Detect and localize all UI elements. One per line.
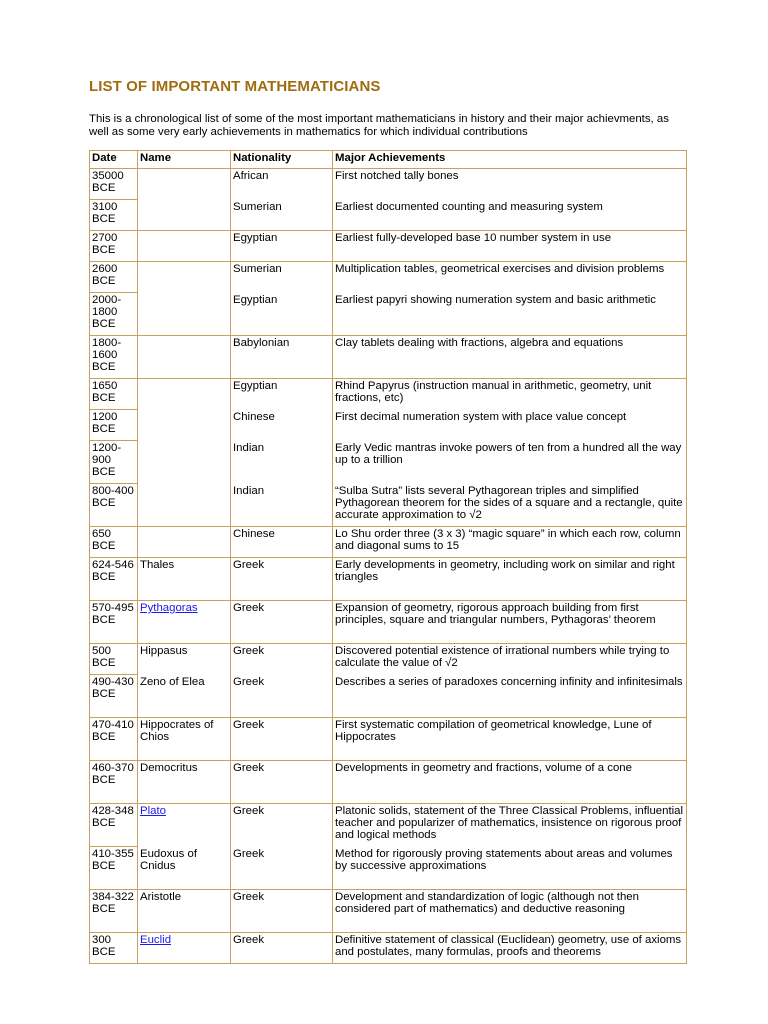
cell-name bbox=[138, 410, 231, 441]
cell-nationality: Babylonian bbox=[231, 336, 333, 379]
cell-achievement: Discovered potential existence of irrational numbers while trying to calculate the value of √2 bbox=[333, 644, 687, 675]
cell-nationality: Greek bbox=[231, 804, 333, 847]
cell-achievement: Earliest documented counting and measuring system bbox=[333, 200, 687, 231]
cell-name: Thales bbox=[138, 558, 231, 601]
euclid-link[interactable]: Euclid bbox=[140, 934, 172, 946]
cell-date: 300 BCE bbox=[90, 933, 138, 964]
cell-nationality: Greek bbox=[231, 644, 333, 675]
cell-nationality: Chinese bbox=[231, 410, 333, 441]
table-row bbox=[90, 262, 687, 293]
header-nationality: Nationality bbox=[231, 151, 333, 169]
cell-achievement: Rhind Papyrus (instruction manual in arithmetic, geometry, unit fractions, etc) bbox=[333, 379, 687, 410]
cell-name bbox=[138, 336, 231, 379]
cell-achievement: Early developments in geometry, including work on similar and right triangles bbox=[333, 558, 687, 601]
table-row bbox=[90, 558, 687, 601]
cell-date: 2700 BCE bbox=[90, 231, 138, 262]
cell-name bbox=[138, 804, 231, 847]
cell-date: 2000-1800 BCE bbox=[90, 293, 138, 336]
cell-nationality: Sumerian bbox=[231, 262, 333, 293]
table-row bbox=[90, 847, 687, 890]
cell-date: 650 BCE bbox=[90, 527, 138, 558]
table-row bbox=[90, 169, 687, 200]
cell-nationality: Greek bbox=[231, 675, 333, 718]
cell-date: 500 BCE bbox=[90, 644, 138, 675]
cell-achievement: Earliest fully-developed base 10 number system in use bbox=[333, 231, 687, 262]
table-row bbox=[90, 644, 687, 675]
header-name: Name bbox=[138, 151, 231, 169]
table-header-row bbox=[90, 151, 687, 169]
cell-nationality: Egyptian bbox=[231, 293, 333, 336]
cell-achievement: Development and standardization of logic (although not then considered part of mathematics) and deductive reasoning bbox=[333, 890, 687, 933]
cell-achievement: Describes a series of paradoxes concerning infinity and infinitesimals bbox=[333, 675, 687, 718]
table-row bbox=[90, 379, 687, 410]
cell-achievement: Developments in geometry and fractions, volume of a cone bbox=[333, 761, 687, 804]
cell-name bbox=[138, 293, 231, 336]
cell-nationality: Greek bbox=[231, 718, 333, 761]
mathematicians-table bbox=[89, 150, 687, 964]
cell-date: 800-400 BCE bbox=[90, 484, 138, 527]
table-row bbox=[90, 933, 687, 964]
cell-achievement: First notched tally bones bbox=[333, 169, 687, 200]
cell-nationality: Indian bbox=[231, 484, 333, 527]
cell-achievement: Clay tablets dealing with fractions, algebra and equations bbox=[333, 336, 687, 379]
table-row bbox=[90, 410, 687, 441]
cell-date: 3100 BCE bbox=[90, 200, 138, 231]
table-row bbox=[90, 804, 687, 847]
cell-date: 460-370 BCE bbox=[90, 761, 138, 804]
cell-date: 470-410 BCE bbox=[90, 718, 138, 761]
table-row bbox=[90, 761, 687, 804]
cell-achievement: Early Vedic mantras invoke powers of ten from a hundred all the way up to a trillion bbox=[333, 441, 687, 484]
cell-date: 1650 BCE bbox=[90, 379, 138, 410]
cell-nationality: Greek bbox=[231, 847, 333, 890]
cell-nationality: Chinese bbox=[231, 527, 333, 558]
table-row bbox=[90, 527, 687, 558]
table-row bbox=[90, 890, 687, 933]
cell-achievement: Expansion of geometry, rigorous approach building from first principles, square and triangular numbers, Pythagoras’ theorem bbox=[333, 601, 687, 644]
cell-date: 2600 BCE bbox=[90, 262, 138, 293]
cell-nationality: Indian bbox=[231, 441, 333, 484]
cell-achievement: Method for rigorously proving statements about areas and volumes by successive approximations bbox=[333, 847, 687, 890]
cell-date: 428-348 BCE bbox=[90, 804, 138, 847]
cell-achievement: First systematic compilation of geometrical knowledge, Lune of Hippocrates bbox=[333, 718, 687, 761]
cell-name bbox=[138, 527, 231, 558]
cell-date: 490-430 BCE bbox=[90, 675, 138, 718]
cell-achievement: Definitive statement of classical (Euclidean) geometry, use of axioms and postulates, many formulas, proofs and theorems bbox=[333, 933, 687, 964]
cell-achievement: Lo Shu order three (3 x 3) “magic square” in which each row, column and diagonal sums to 15 bbox=[333, 527, 687, 558]
cell-achievement: Platonic solids, statement of the Three Classical Problems, influential teacher and popularizer of mathematics, insistence on rigorous proof and logical methods bbox=[333, 804, 687, 847]
table-row bbox=[90, 484, 687, 527]
table-row bbox=[90, 601, 687, 644]
cell-achievement: Multiplication tables, geometrical exercises and division problems bbox=[333, 262, 687, 293]
table-row bbox=[90, 231, 687, 262]
cell-name bbox=[138, 933, 231, 964]
cell-name bbox=[138, 262, 231, 293]
cell-name: Zeno of Elea bbox=[138, 675, 231, 718]
cell-nationality: Greek bbox=[231, 558, 333, 601]
document-page bbox=[89, 77, 686, 964]
cell-name: Aristotle bbox=[138, 890, 231, 933]
cell-name bbox=[138, 200, 231, 231]
cell-date: 624-546 BCE bbox=[90, 558, 138, 601]
cell-date: 35000 BCE bbox=[90, 169, 138, 200]
cell-name bbox=[138, 601, 231, 644]
table-row bbox=[90, 200, 687, 231]
cell-name: Hippasus bbox=[138, 644, 231, 675]
table-row bbox=[90, 336, 687, 379]
cell-achievement: Earliest papyri showing numeration system and basic arithmetic bbox=[333, 293, 687, 336]
cell-date: 410-355 BCE bbox=[90, 847, 138, 890]
cell-nationality: Greek bbox=[231, 933, 333, 964]
table-row bbox=[90, 293, 687, 336]
cell-name bbox=[138, 231, 231, 262]
cell-nationality: Greek bbox=[231, 761, 333, 804]
cell-date: 1200 BCE bbox=[90, 410, 138, 441]
cell-date: 1800-1600 BCE bbox=[90, 336, 138, 379]
cell-nationality: Greek bbox=[231, 890, 333, 933]
cell-nationality: Egyptian bbox=[231, 379, 333, 410]
table-row bbox=[90, 675, 687, 718]
cell-achievement: “Sulba Sutra” lists several Pythagorean triples and simplified Pythagorean theorem for the sides of a square and a rectangle, quite accurate approximation to √2 bbox=[333, 484, 687, 527]
page-title: LIST OF IMPORTANT MATHEMATICIANS bbox=[89, 78, 381, 95]
cell-date: 1200-900 BCE bbox=[90, 441, 138, 484]
header-achievements: Major Achievements bbox=[333, 151, 687, 169]
cell-name: Hippocrates of Chios bbox=[138, 718, 231, 761]
cell-nationality: Sumerian bbox=[231, 200, 333, 231]
table-row bbox=[90, 718, 687, 761]
table-row bbox=[90, 441, 687, 484]
intro-paragraph: This is a chronological list of some of the most important mathematicians in history and their major achievments, as well as some very early achievements in mathematics for which individual contributions bbox=[89, 113, 669, 138]
cell-name bbox=[138, 484, 231, 527]
cell-name: Eudoxus of Cnidus bbox=[138, 847, 231, 890]
cell-nationality: Egyptian bbox=[231, 231, 333, 262]
plato-link[interactable]: Plato bbox=[140, 805, 166, 817]
cell-nationality: Greek bbox=[231, 601, 333, 644]
cell-name bbox=[138, 379, 231, 410]
cell-date: 384-322 BCE bbox=[90, 890, 138, 933]
cell-name bbox=[138, 441, 231, 484]
pythagoras-link[interactable]: Pythagoras bbox=[140, 602, 198, 614]
cell-nationality: African bbox=[231, 169, 333, 200]
cell-date: 570-495 BCE bbox=[90, 601, 138, 644]
header-date: Date bbox=[90, 151, 138, 169]
cell-name bbox=[138, 169, 231, 200]
cell-achievement: First decimal numeration system with place value concept bbox=[333, 410, 687, 441]
cell-name: Democritus bbox=[138, 761, 231, 804]
